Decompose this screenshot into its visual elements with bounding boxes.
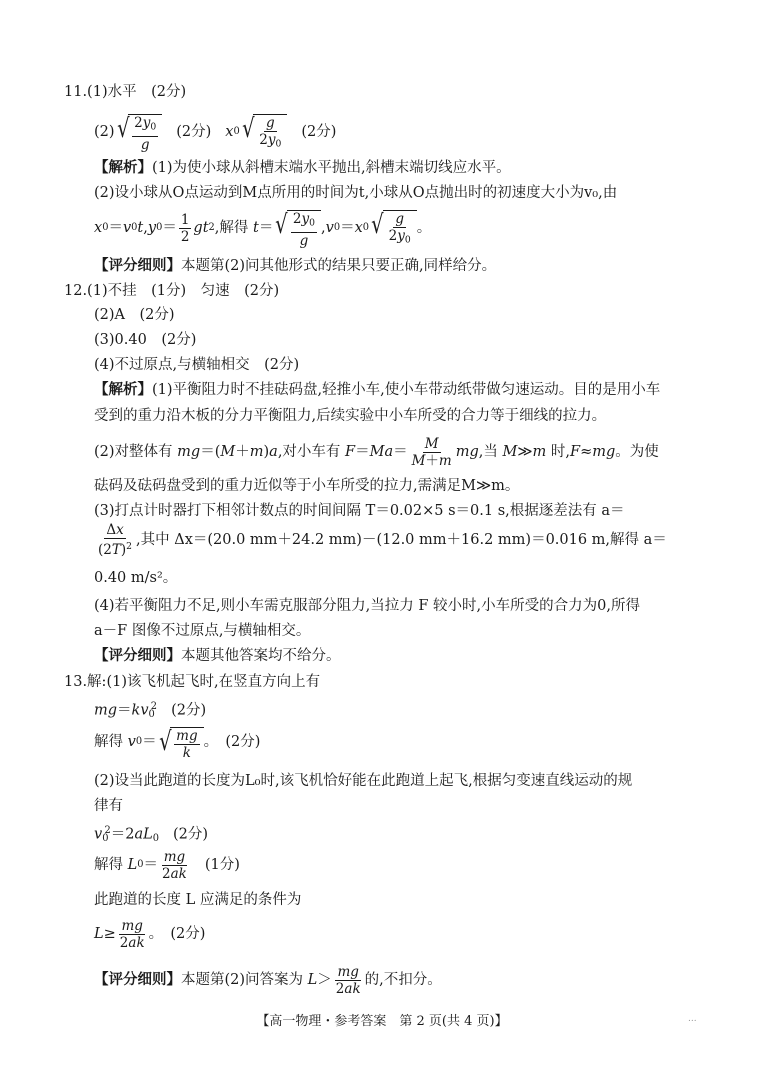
q11-part1: 11.(1)水平 (2分) bbox=[64, 84, 187, 100]
q13-condition: L ≥ $\frac{mg}{2ak}$ 。 (2分) bbox=[94, 917, 206, 951]
q12-analysis-7: 0.40 m/s²。 bbox=[94, 570, 178, 586]
q13-condition-text: 此跑道的长度 L 应满足的条件为 bbox=[94, 892, 302, 908]
q13-part2-1: (2)设当此跑道的长度为L₀时,该飞机恰好能在此跑道上起飞,根据匀变速直线运动的规 bbox=[94, 773, 633, 789]
q12-analysis-6: $\frac{\Delta x}{(2T)^2}$ ,其中 Δx＝(20.0 mm＋24.2 mm)－(12.0 mm＋16.2 mm)＝0.016 m,解得 a＝ bbox=[98, 521, 667, 559]
q12-part3: (3)0.40 (2分) bbox=[94, 332, 197, 348]
q12-part1: 12.(1)不挂 (1分) 匀速 (2分) bbox=[64, 283, 280, 299]
q12-analysis-8: (4)若平衡阻力不足,则小车需克服部分阻力,当拉力 F 较小时,小车所受的合力为0,所得 bbox=[94, 598, 640, 614]
q11-analysis-1: 【解析】(1)为使小球从斜槽末端水平抛出,斜槽末端切线应水平。 bbox=[94, 159, 511, 176]
q13-result-2: 解得 L 0 ＝ $\frac{mg}{2ak}$ (1分) bbox=[94, 848, 240, 882]
q12-analysis-5: (3)打点计时器打下相邻计数点的时间间隔 T＝0.02×5 s＝0.1 s,根据逐差法有 a＝ bbox=[94, 503, 625, 519]
q13-part2-2: 律有 bbox=[94, 798, 123, 814]
q13-part1: 13.解:(1)该飞机起飞时,在竖直方向上有 bbox=[64, 674, 321, 690]
q12-part2: (2)A (2分) bbox=[94, 307, 175, 323]
q12-analysis-1: 【解析】(1)平衡阻力时不挂砝码盘,轻推小车,使小车带动纸带做匀速运动。目的是用小车 bbox=[94, 381, 661, 398]
q12-scoring: 【评分细则】本题其他答案均不给分。 bbox=[94, 647, 341, 664]
q12-part4: (4)不过原点,与横轴相交 (2分) bbox=[94, 357, 300, 373]
q11-analysis-3: x 0 ＝ v 0 t , y 0 ＝ $\frac{1}{2}$ gt 2 ,解得 t ＝ √ $\frac{2y_0}{g}$ , v 0 ＝ x 0 √ $\frac{g}{2y_0}$ 。 bbox=[94, 210, 432, 249]
q11-sqrt-formula-1: √ $\frac{2y_0}{g}$ bbox=[115, 111, 163, 152]
q13-equation-1: $mg=kv_0^2$ (2分) bbox=[94, 701, 207, 720]
q12-analysis-2: 受到的重力沿木板的分力平衡阻力,后续实验中小车所受的合力等于细线的拉力。 bbox=[94, 408, 607, 424]
q12-analysis-4: 砝码及砝码盘受到的重力近似等于小车所受的拉力,需满足M≫m。 bbox=[94, 478, 520, 494]
q11-analysis-2: (2)设小球从O点运动到M点所用的时间为t,小球从O点抛出时的初速度大小为v₀,由 bbox=[94, 185, 618, 201]
q12-analysis-3: (2)对整体有 mg ＝( M ＋ m ) a ,对小车有 F ＝ Ma ＝ $\frac{M}{M+m}$ mg ,当 M ≫ m 时, F ≈ mg 。为使 bbox=[94, 435, 659, 469]
q13-result-1: 解得 v 0 ＝ √ $\frac{mg}{k}$ 。 (2分) bbox=[94, 726, 261, 761]
page-footer: 【高一物理・参考答案 第 2 页(共 4 页)】 bbox=[256, 1014, 508, 1029]
q11-part2: (2) √ $\frac{2y_0}{g}$ (2分) x 0 √ $\frac{g}{2y_0}$ (2分) bbox=[94, 112, 336, 152]
corner-mark: ... bbox=[688, 1014, 697, 1024]
q12-analysis-9: a－F 图像不过原点,与横轴相交。 bbox=[94, 623, 311, 639]
q11-sqrt-formula-2: √ $\frac{g}{2y_0}$ bbox=[240, 111, 288, 152]
q11-scoring: 【评分细则】本题第(2)问其他形式的结果只要正确,同样给分。 bbox=[94, 257, 497, 274]
q13-equation-2: $v_0^2=2aL_0$ (2分) bbox=[94, 825, 209, 844]
q13-scoring: 【评分细则】 本题第(2)问答案为 L ＞ $\frac{mg}{2ak}$ 的,不扣分。 bbox=[94, 963, 442, 997]
